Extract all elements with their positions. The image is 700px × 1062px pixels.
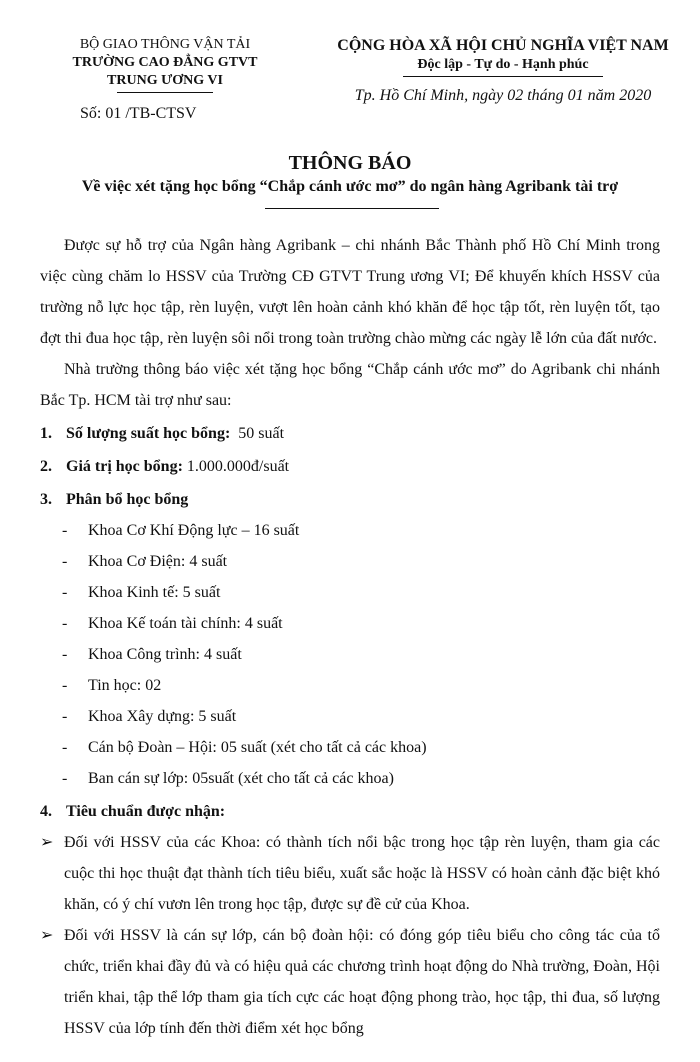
allocation-item	[40, 732, 660, 763]
section-label: Số lượng suất học bổng:	[66, 425, 231, 442]
allocation-item	[40, 639, 660, 670]
section-quantity	[40, 418, 660, 449]
motto-underline	[403, 76, 603, 77]
dash-bullet: -	[62, 646, 68, 663]
section-allocation	[40, 484, 660, 515]
allocation-item	[40, 515, 660, 546]
dash-bullet: -	[62, 677, 68, 694]
dash-bullet: -	[62, 708, 68, 725]
ministry-name: BỘ GIAO THÔNG VẬN TẢI	[79, 37, 251, 52]
document-date: Tp. Hồ Chí Minh, ngày 02 tháng 01 năm 2020	[354, 87, 652, 104]
document-subtitle: Về việc xét tặng học bổng “Chắp cánh ước mơ” do ngân hàng Agribank tài trợ	[81, 178, 619, 195]
dash-bullet: -	[62, 584, 68, 601]
section-label: Phân bổ học bổng	[66, 491, 189, 508]
allocation-text: Khoa Cơ Khí Động lực – 16 suất	[88, 522, 300, 539]
section-number: 4.	[40, 803, 52, 820]
issuer-header	[40, 36, 290, 123]
dash-bullet: -	[62, 739, 68, 756]
document-number: Số: 01 /TB-CTSV	[80, 105, 197, 122]
section-value: 50 suất	[238, 425, 285, 442]
allocation-item	[40, 701, 660, 732]
allocation-text: Tin học: 02	[88, 677, 162, 694]
allocation-text: Khoa Cơ Điện: 4 suất	[88, 553, 228, 570]
dash-bullet: -	[62, 770, 68, 787]
allocation-text: Khoa Kế toán tài chính: 4 suất	[88, 615, 283, 632]
allocation-item	[40, 670, 660, 701]
allocation-item	[40, 763, 660, 794]
title-divider	[265, 208, 439, 209]
national-motto: Độc lập - Tự do - Hạnh phúc	[417, 57, 589, 72]
criteria-text: Đối với HSSV là cán sự lớp, cán bộ đoàn hội: có đóng góp tiêu biểu cho công tác của tổ chức, triển khai đầy đủ và có hiệu quả các chương trình hoạt động do Nhà trường, Đoàn, Hội triển khai, tập thể lớp tham gia tích cực các hoạt động phong trào, học tập, thi đua, số lượng HSSV của lớp tính đến thời điểm xét học bổng	[64, 927, 660, 1037]
arrow-bullet-icon: ➢	[40, 834, 54, 851]
intro-paragraph: Được sự hỗ trợ của Ngân hàng Agribank – chi nhánh Bắc Thành phố Hồ Chí Minh trong việc cùng chăm lo HSSV của Trường CĐ GTVT Trung ương VI; Để khuyến khích HSSV của trường nỗ lực học tập, rèn luyện, vượt lên hoàn cảnh khó khăn để học tập tốt, rèn luyện tốt, tạo đợt thi đua học tập, rèn luyện sôi nổi trong toàn trường chào mừng các ngày lễ lớn của đất nước.	[40, 237, 660, 347]
school-name-line2: TRUNG ƯƠNG VI	[107, 73, 223, 88]
section-number: 3.	[40, 491, 52, 508]
allocation-text: Khoa Xây dựng: 5 suất	[88, 708, 237, 725]
dash-bullet: -	[62, 615, 68, 632]
allocation-text: Khoa Công trình: 4 suất	[88, 646, 242, 663]
section-number: 2.	[40, 458, 52, 475]
announcement-paragraph: Nhà trường thông báo việc xét tặng học bổng “Chắp cánh ước mơ” do Agribank chi nhánh Bắc Tp. HCM tài trợ như sau:	[40, 361, 660, 409]
national-header	[318, 36, 688, 105]
issuer-underline	[117, 92, 213, 93]
arrow-bullet-icon: ➢	[40, 927, 54, 944]
criteria-text: Đối với HSSV của các Khoa: có thành tích nổi bậc trong học tập rèn luyện, tham gia các cuộc thi học thuật đạt thành tích tiêu biểu, xuất sắc hoặc là HSSV có hoàn cảnh đặc biệt khó khăn, có ý chí vươn lên trong học tập, được sự đề cử của Khoa.	[64, 834, 660, 913]
section-amount	[40, 451, 660, 482]
allocation-text: Cán bộ Đoàn – Hội: 05 suất (xét cho tất cả các khoa)	[88, 739, 427, 756]
criteria-item	[40, 827, 660, 920]
document-title: THÔNG BÁO	[288, 152, 412, 174]
document-body	[40, 230, 660, 1044]
allocation-text: Khoa Kinh tế: 5 suất	[88, 584, 221, 601]
dash-bullet: -	[62, 553, 68, 570]
allocation-item	[40, 577, 660, 608]
section-value: 1.000.000đ/suất	[186, 458, 290, 475]
section-label: Tiêu chuẩn được nhận:	[66, 803, 226, 820]
criteria-item	[40, 920, 660, 1044]
school-name-line1: TRƯỜNG CAO ĐẲNG GTVT	[72, 55, 258, 70]
nation-name: CỘNG HÒA XÃ HỘI CHỦ NGHĨA VIỆT NAM	[337, 37, 669, 54]
section-label: Giá trị học bổng:	[66, 458, 183, 475]
allocation-item	[40, 608, 660, 639]
section-number: 1.	[40, 425, 52, 442]
allocation-item	[40, 546, 660, 577]
dash-bullet: -	[62, 522, 68, 539]
allocation-text: Ban cán sự lớp: 05suất (xét cho tất cả các khoa)	[88, 770, 394, 787]
section-criteria	[40, 796, 660, 827]
